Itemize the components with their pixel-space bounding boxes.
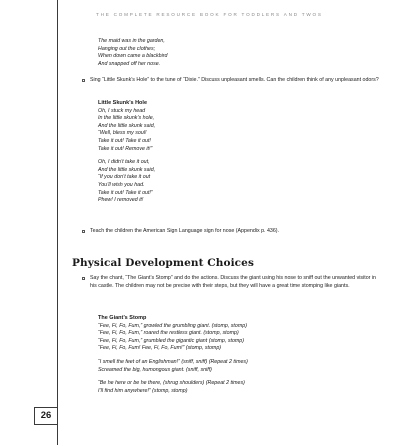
left-margin-rule	[57, 0, 58, 445]
poem-line: The maid was in the garden,	[98, 38, 165, 44]
poem-line: And snapped off her nose.	[98, 60, 161, 67]
song-line: And the little skunk said,	[98, 166, 156, 173]
song-line: “If you don’t take it out	[98, 174, 151, 181]
poem-line: Hanging out the clothes;	[98, 45, 156, 52]
bullet-square-icon	[82, 79, 85, 82]
chant-line: “Fee, Fi, Fo, Fum! Fee, Fi, Fo, Fum!” (stomp, stomp)	[98, 345, 222, 352]
chant-line: Screamed the big, humongous giant. (sniff, sniff)	[98, 366, 212, 373]
chant-line: I’ll find him anywhere!” (stomp, stomp)	[98, 387, 188, 394]
song-line: Phew! I removed it!	[98, 197, 144, 204]
song-line: Oh, I didn’t take it out,	[98, 159, 150, 166]
running-head: THE COMPLETE RESOURCE BOOK FOR TODDLERS AND TWOS	[96, 12, 323, 17]
bullet-square-icon	[82, 277, 85, 280]
song-title: Little Skunk’s Hole	[98, 100, 148, 106]
bullet-sign-language	[82, 228, 382, 236]
bullet-square-icon	[82, 230, 85, 233]
song-line: In the little skunk’s hole,	[98, 115, 155, 122]
section-heading: Physical Development Choices	[72, 257, 254, 269]
song-line: “Well, bless my soul!	[98, 130, 147, 137]
chant-line: “Fee, Fi, Fo, Fum,” roared the restless giant. (stomp, stomp)	[98, 330, 239, 337]
chant-line: “Be he here or be he there, (shrug shoulders) (Repeat 2 times)	[98, 380, 245, 387]
bullet-giants-stomp	[82, 275, 382, 290]
song-line: You’ll wish you had.	[98, 181, 145, 188]
poem-maid	[98, 38, 167, 68]
song-line: Take it out! Take it out!”	[98, 189, 153, 196]
bullet-text: Sing “Little Skunk’s Hole” to the tune of “Dixie.” Discuss unpleasant smells. Can the children think of any unpleasant odors?	[90, 77, 379, 83]
chant-line: “Fee, Fi, Fo, Fum,” growled the grumbling giant. (stomp, stomp)	[98, 322, 247, 329]
bullet-text: Say the chant, “The Giant’s Stomp” and do the actions. Discuss the giant using his nose to sniff out the unwanted visitor in his castle. The children may not be precise with their steps, but they will have a great time stomping like giants.	[90, 275, 376, 289]
bullet-text: Teach the children the American Sign Language sign for nose (Appendix p. 436).	[90, 228, 280, 234]
chant-line: “Fee, Fi, Fo, Fum,” grumbled the gigantic giant (stomp, stomp)	[98, 337, 245, 344]
chant-line: “I smell the feet of an Englishman!” (sniff, sniff) (Repeat 2 times)	[98, 358, 248, 365]
bullet-skunk-song	[82, 77, 382, 85]
chant-giants-stomp	[98, 315, 248, 395]
poem-line: When down came a blackbird	[98, 53, 168, 60]
song-line: Oh, I stuck my head	[98, 107, 146, 114]
page-number: 26	[34, 407, 58, 425]
chant-title: The Giant’s Stomp	[98, 315, 147, 321]
song-line: Take it out! Take it out!	[98, 137, 151, 144]
song-line: And the little skunk said,	[98, 122, 156, 129]
song-line: Take it out! Remove it!”	[98, 145, 153, 152]
song-little-skunks-hole	[98, 100, 155, 205]
